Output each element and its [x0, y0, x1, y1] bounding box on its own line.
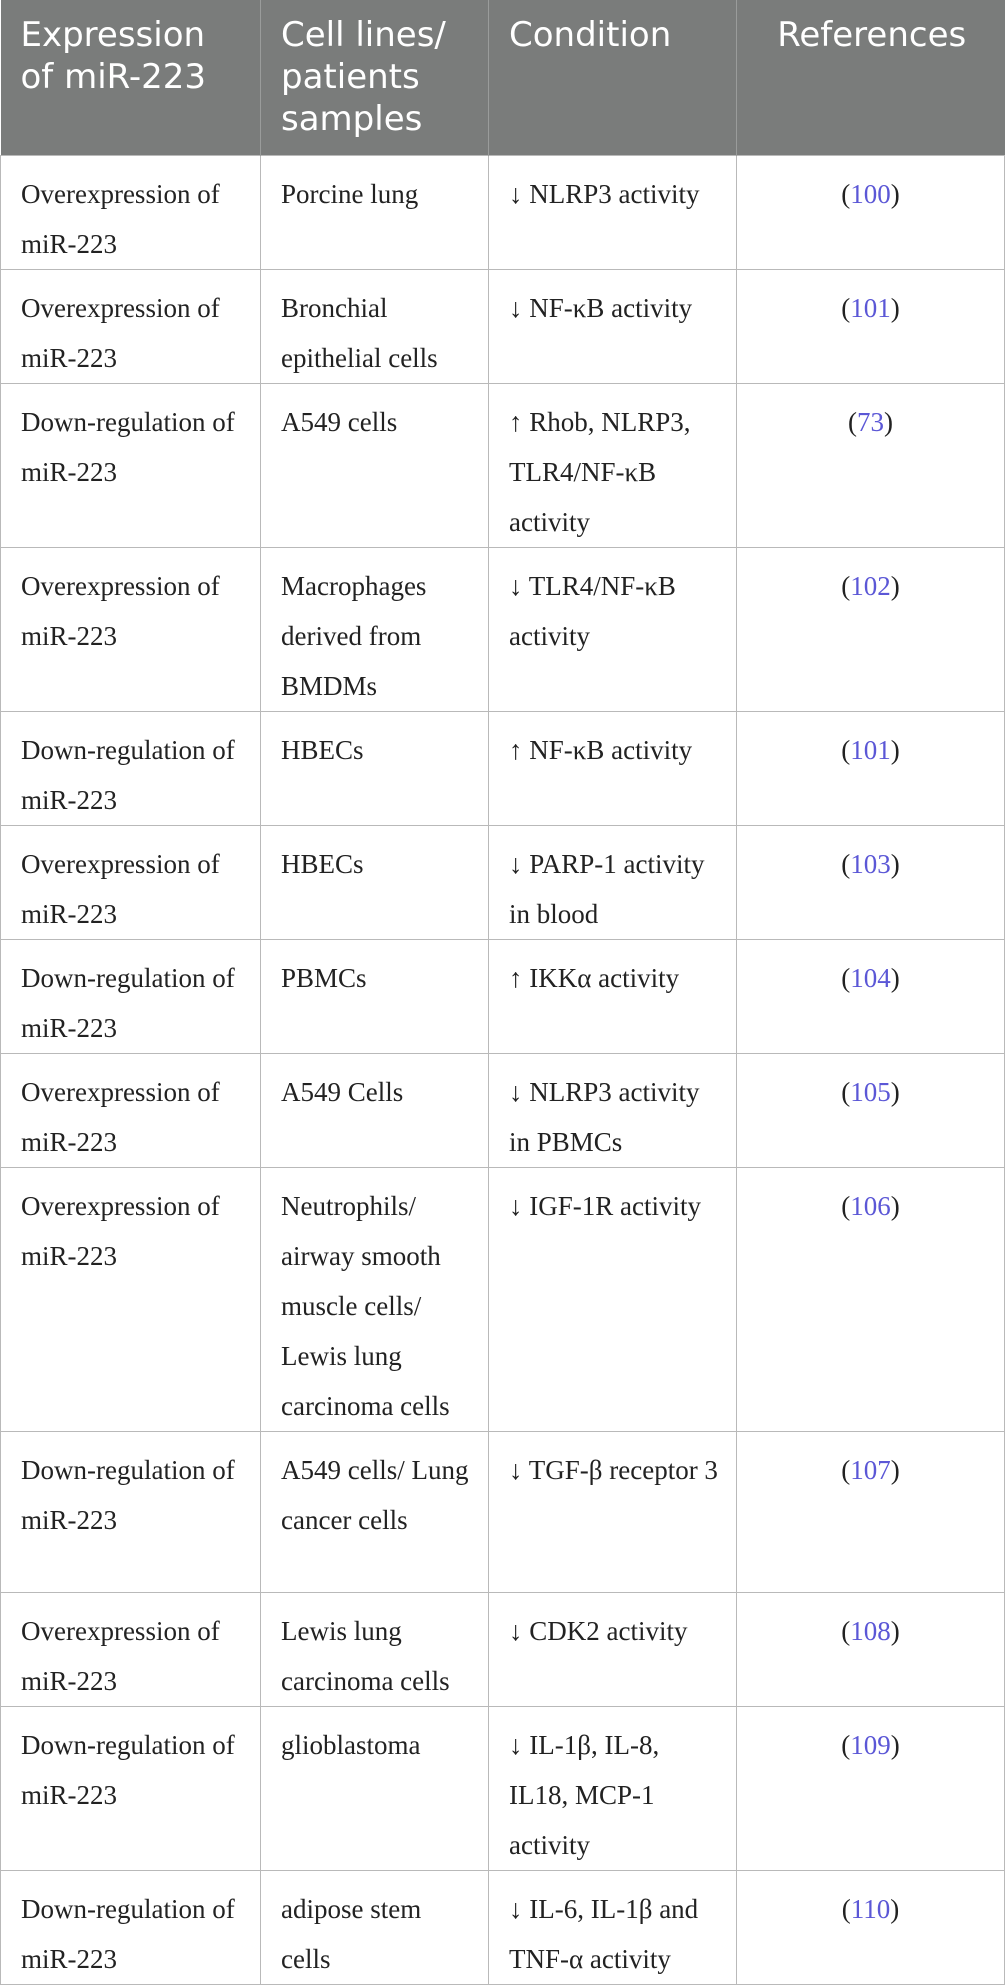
reference-link[interactable]: 104: [850, 962, 891, 993]
table-row: [1, 825, 1005, 939]
condition-cell: ↓ TLR4/NF-κB activity: [489, 547, 737, 711]
reference-cell: (105): [737, 1053, 1005, 1167]
reference-cell: (110): [737, 1870, 1005, 1984]
table-row: [1, 383, 1005, 547]
reference-link[interactable]: 100: [850, 178, 891, 209]
cell-lines-cell: HBECs: [261, 825, 489, 939]
condition-cell: ↓ IL-6, IL-1β and TNF-α activity: [489, 1870, 737, 1984]
header-cell-lines: Cell lines/ patients samples: [261, 0, 489, 155]
condition-cell: ↓ NF-κB activity: [489, 269, 737, 383]
table-row: [1, 155, 1005, 269]
expression-cell: Overexpression of miR-223: [1, 1167, 261, 1431]
reference-cell: (102): [737, 547, 1005, 711]
table-row: [1, 1870, 1005, 1984]
table-row: [1, 269, 1005, 383]
header-condition: Condition: [489, 0, 737, 155]
reference-link[interactable]: 101: [850, 292, 891, 323]
table-row: [1, 1167, 1005, 1431]
condition-cell: ↓ NLRP3 activity in PBMCs: [489, 1053, 737, 1167]
header-row: [1, 0, 1005, 155]
table-row: [1, 1431, 1005, 1592]
expression-cell: Overexpression of miR-223: [1, 547, 261, 711]
table-row: [1, 1706, 1005, 1870]
condition-cell: ↓ CDK2 activity: [489, 1592, 737, 1706]
expression-cell: Overexpression of miR-223: [1, 155, 261, 269]
expression-cell: Down-regulation of miR-223: [1, 383, 261, 547]
reference-link[interactable]: 106: [850, 1190, 891, 1221]
condition-cell: ↓ NLRP3 activity: [489, 155, 737, 269]
table-row: [1, 939, 1005, 1053]
expression-cell: Overexpression of miR-223: [1, 1053, 261, 1167]
reference-cell: (103): [737, 825, 1005, 939]
condition-cell: ↓ IGF-1R activity: [489, 1167, 737, 1431]
reference-cell: (107): [737, 1431, 1005, 1592]
cell-lines-cell: Macrophages derived from BMDMs: [261, 547, 489, 711]
reference-link[interactable]: 103: [850, 848, 891, 879]
reference-link[interactable]: 73: [857, 406, 884, 437]
expression-cell: Down-regulation of miR-223: [1, 1870, 261, 1984]
reference-cell: (101): [737, 711, 1005, 825]
expression-cell: Down-regulation of miR-223: [1, 1706, 261, 1870]
expression-cell: Overexpression of miR-223: [1, 825, 261, 939]
expression-cell: Down-regulation of miR-223: [1, 1431, 261, 1592]
reference-link[interactable]: 109: [850, 1729, 891, 1760]
header-references: References: [737, 0, 1005, 155]
cell-lines-cell: HBECs: [261, 711, 489, 825]
condition-cell: ↓ IL-1β, IL-8, IL18, MCP-1 activity: [489, 1706, 737, 1870]
cell-lines-cell: Bronchial epithelial cells: [261, 269, 489, 383]
condition-cell: ↓ TGF-β receptor 3: [489, 1431, 737, 1592]
expression-cell: Down-regulation of miR-223: [1, 939, 261, 1053]
reference-cell: (108): [737, 1592, 1005, 1706]
table-row: [1, 711, 1005, 825]
expression-cell: Overexpression of miR-223: [1, 269, 261, 383]
cell-lines-cell: Porcine lung: [261, 155, 489, 269]
condition-cell: ↓ PARP-1 activity in blood: [489, 825, 737, 939]
header-expression: Expression of miR-223: [1, 0, 261, 155]
reference-link[interactable]: 101: [850, 734, 891, 765]
expression-cell: Overexpression of miR-223: [1, 1592, 261, 1706]
table-row: [1, 1592, 1005, 1706]
reference-cell: (100): [737, 155, 1005, 269]
expression-cell: Down-regulation of miR-223: [1, 711, 261, 825]
table-row: [1, 547, 1005, 711]
reference-link[interactable]: 107: [850, 1454, 891, 1485]
reference-link[interactable]: 110: [850, 1893, 891, 1924]
condition-cell: ↑ IKKα activity: [489, 939, 737, 1053]
cell-lines-cell: glioblastoma: [261, 1706, 489, 1870]
condition-cell: ↑ Rhob, NLRP3, TLR4/NF-κB activity: [489, 383, 737, 547]
table-header: [1, 0, 1005, 155]
cell-lines-cell: Neutrophils/ airway smooth muscle cells/ Lewis lung carcinoma cells: [261, 1167, 489, 1431]
reference-link[interactable]: 108: [850, 1615, 891, 1646]
cell-lines-cell: adipose stem cells: [261, 1870, 489, 1984]
cell-lines-cell: A549 cells: [261, 383, 489, 547]
table-row: [1, 1053, 1005, 1167]
reference-cell: (106): [737, 1167, 1005, 1431]
reference-link[interactable]: 105: [850, 1076, 891, 1107]
cell-lines-cell: PBMCs: [261, 939, 489, 1053]
cell-lines-cell: A549 cells/ Lung cancer cells: [261, 1431, 489, 1592]
condition-cell: ↑ NF-κB activity: [489, 711, 737, 825]
reference-cell: (101): [737, 269, 1005, 383]
reference-cell: (109): [737, 1706, 1005, 1870]
reference-cell: (104): [737, 939, 1005, 1053]
reference-cell: (73): [737, 383, 1005, 547]
cell-lines-cell: A549 Cells: [261, 1053, 489, 1167]
cell-lines-cell: Lewis lung carcinoma cells: [261, 1592, 489, 1706]
table-body: [1, 155, 1005, 1984]
reference-link[interactable]: 102: [850, 570, 891, 601]
